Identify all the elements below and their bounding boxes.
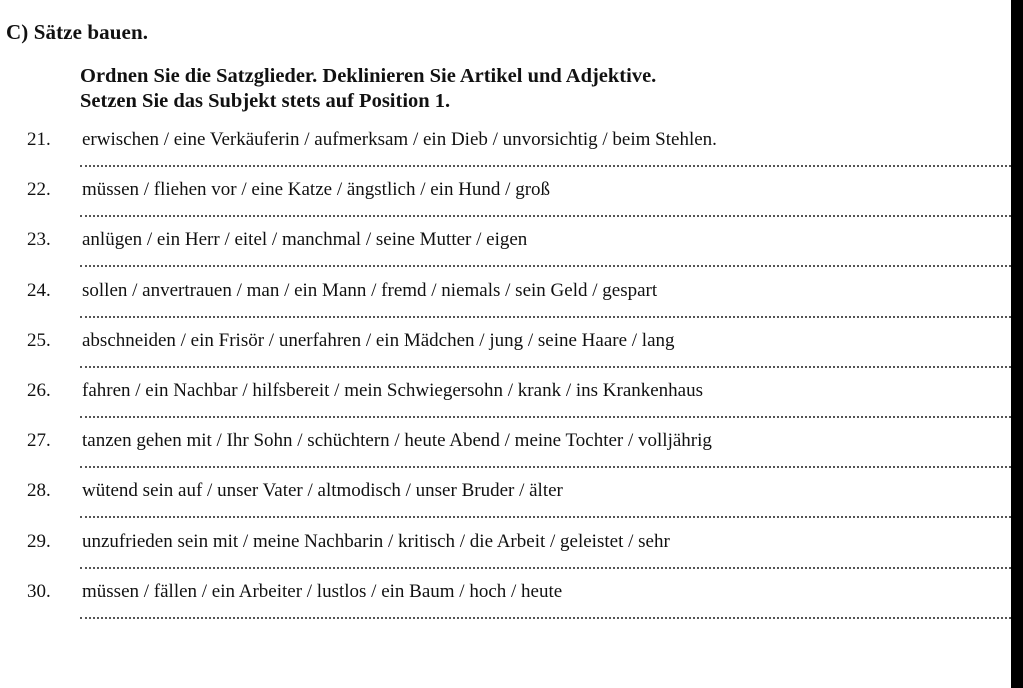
exercise-item [0,580,1011,630]
exercise-item [0,329,1011,379]
exercise-item [0,128,1011,178]
exercise-prompt: abschneiden / ein Frisör / unerfahren / ein Mädchen / jung / seine Haare / lang [82,329,675,351]
instruction-line-1: Ordnen Sie die Satzglieder. Deklinieren Sie Artikel und Adjektive. [80,65,657,87]
answer-line[interactable] [80,165,1011,167]
exercise-number: 26. [27,379,51,401]
exercise-prompt: unzufrieden sein mit / meine Nachbarin / kritisch / die Arbeit / geleistet / sehr [82,530,670,552]
exercise-item [0,178,1011,228]
answer-line[interactable] [80,466,1011,468]
exercise-item [0,228,1011,278]
answer-line[interactable] [80,567,1011,569]
exercise-number: 30. [27,580,51,602]
answer-line[interactable] [80,516,1011,518]
exercise-item [0,479,1011,529]
exercise-prompt: erwischen / eine Verkäuferin / aufmerksam / ein Dieb / unvorsichtig / beim Stehlen. [82,129,717,150]
answer-line[interactable] [80,366,1011,368]
exercise-item [0,379,1011,429]
instructions [80,64,656,114]
exercise-item [0,530,1011,580]
exercise-prompt: müssen / fällen / ein Arbeiter / lustlos / ein Baum / hoch / heute [82,580,563,602]
exercise-item [0,429,1011,479]
answer-line[interactable] [80,316,1011,318]
section-heading: C) Sätze bauen. [6,20,149,44]
exercise-prompt: wütend sein auf / unser Vater / altmodisch / unser Bruder / älter [82,480,563,502]
exercise-prompt: anlügen / ein Herr / eitel / manchmal / seine Mutter / eigen [82,229,528,251]
page-edge-bar [1011,0,1023,688]
answer-line[interactable] [80,265,1011,267]
answer-line[interactable] [80,215,1011,217]
instruction-line-2: Setzen Sie das Subjekt stets auf Position 1. [80,90,451,112]
exercise-item [0,279,1011,329]
exercise-number: 23. [27,229,51,251]
exercise-number: 24. [27,279,51,301]
exercise-number: 27. [27,430,51,452]
answer-line[interactable] [80,416,1011,418]
exercise-number: 22. [27,179,51,201]
exercise-prompt: fahren / ein Nachbar / hilfsbereit / mein Schwiegersohn / krank / ins Krankenhaus [82,379,704,401]
exercise-number: 21. [27,129,51,150]
exercise-list [0,128,1011,630]
answer-line[interactable] [80,617,1011,619]
exercise-prompt: tanzen gehen mit / Ihr Sohn / schüchtern / heute Abend / meine Tochter / volljährig [82,430,712,452]
exercise-number: 25. [27,329,51,351]
exercise-prompt: sollen / anvertrauen / man / ein Mann / fremd / niemals / sein Geld / gespart [82,279,658,301]
exercise-prompt: müssen / fliehen vor / eine Katze / ängstlich / ein Hund / groß [82,179,551,201]
exercise-number: 29. [27,530,51,552]
exercise-number: 28. [27,480,51,502]
